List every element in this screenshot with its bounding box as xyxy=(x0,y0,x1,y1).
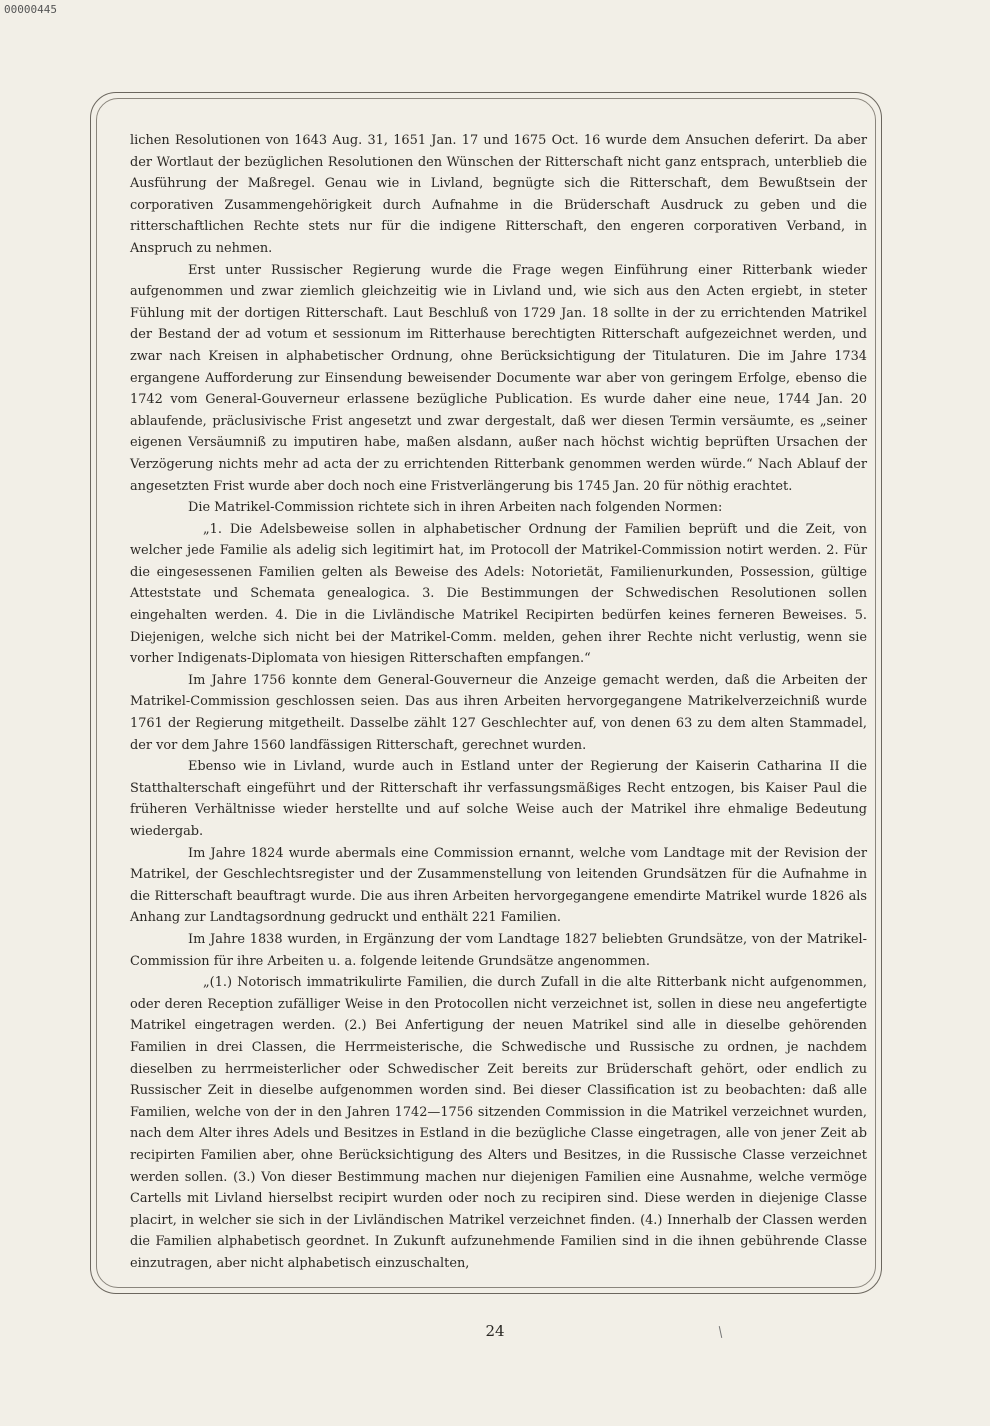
scan-id: 00000445 xyxy=(4,3,57,16)
paragraph: Ebenso wie in Livland, wurde auch in Estland unter der Regierung der Kaiserin Catharina II die Statthalterschaft eingeführt und der Ritterschaft ihr verfassungsmäßiges Recht entzogen, bis Kaiser Paul die früheren Verhältnisse wieder herstellte und auf solche Weise auch der Matrikel ihre ehmalige Bedeutung wiedergab. xyxy=(130,759,867,839)
paragraph: Im Jahre 1838 wurden, in Ergänzung der vom Landtage 1827 beliebten Grundsätze, von der Matrikel-Commission für ihre Arbeiten u. a. folgende leitende Grundsätze angenommen. xyxy=(130,931,867,969)
page-number: 24 xyxy=(485,1322,505,1340)
paragraph: lichen Resolutionen von 1643 Aug. 31, 1651 Jan. 17 und 1675 Oct. 16 wurde dem Ansuchen deferirt. Da aber der Wortlaut der bezüglichen Resolutionen den Wünschen der Ritterschaft nicht ganz entsprach, unterblieb die Ausführung der Maßregel. Genau wie in Livland, begnügte sich die Ritterschaft, dem Bewußtsein der corporativen Zusammengehörigkeit durch Aufnahme in die Brüderschaft Ausdruck zu geben und die ritterschaftlichen Rechte stets nur für die indigene Ritterschaft, den engeren corporativen Verband, in Anspruch zu nehmen. xyxy=(130,133,867,256)
paragraph: Die Matrikel-Commission richtete sich in ihren Arbeiten nach folgenden Normen: xyxy=(188,500,723,516)
body-text xyxy=(130,130,867,1274)
quoted-principles: „(1.) Notorisch immatrikulirte Familien, die durch Zufall in die alte Ritterbank nicht aufgenommen, oder deren Reception zufälliger Weise in den Protocollen nicht verzeichnet ist, sollen in diese neu angefertigte Matrikel eingetragen werden. (2.) Bei Anfertigung der neuen Matrikel sind alle in dieselbe gehörenden Familien in drei Classen, die Herrmeisterische, die Schwedische und Russische zu ordnen, je nachdem dieselben zu herrmeisterlicher oder Schwedischer Zeit bereits zur Brüderschaft gehört, oder endlich zu Russischer Zeit in dieselbe aufgenommen worden sind. Bei dieser Classification ist zu beobachten: daß alle Familien, welche von der in den Jahren 1742—1756 sitzenden Commission in die Matrikel verzeichnet wurden, nach dem Alter ihres Adels und Besitzes in Estland in die bezügliche Classe eingetragen, alle von jener Zeit ab recipirten Familien aber, ohne Berücksichtigung des Alters und Besitzes, in die Russische Classe verzeichnet werden sollen. (3.) Von dieser Bestimmung machen nur diejenigen Familien eine Ausnahme, welche vermöge Cartells mit Livland hierselbst recipirt wurden oder noch zu recipiren sind. Diese werden in diejenige Classe placirt, in welcher sie sich in der Livländischen Matrikel verzeichnet finden. (4.) Innerhalb der Classen werden die Familien alphabetisch geordnet. In Zukunft aufzunehmende Familien sind in die ihnen gebührende Classe einzutragen, aber nicht alphabetisch einzuschalten, xyxy=(130,975,867,1271)
paragraph: Erst unter Russischer Regierung wurde die Frage wegen Einführung einer Ritterbank wieder aufgenommen und zwar ziemlich gleichzeitig wie in Livland und, wie sich aus den Acten ergiebt, in steter Fühlung mit der dortigen Ritterschaft. Laut Beschluß von 1729 Jan. 18 sollte in der zu errichtenden Matrikel der Bestand der ad votum et sessionum im Ritterhause berechtigten Ritterschaft aufgezeichnet werden, und zwar nach Kreisen in alphabetischer Ordnung, ohne Berücksichtigung der Titulaturen. Die im Jahre 1734 ergangene Aufforderung zur Einsendung beweisender Documente war aber von geringem Erfolge, ebenso die 1742 vom General-Gouverneur erlassene bezügliche Publication. Es wurde daher eine neue, 1744 Jan. 20 ablaufende, präclusivische Frist angesetzt und zwar dergestalt, daß wer diesen Termin versäumte, es „seiner eigenen Versäumniß zu imputiren habe, maßen alsdann, außer nach höchst wichtig beprüften Ursachen der Verzögerung nichts mehr ad acta der zu errichtenden Ritterbank genommen werden würde.“ Nach Ablauf der angesetzten Frist wurde aber doch noch eine Fristverlängerung bis 1745 Jan. 20 für nöthig erachtet. xyxy=(130,262,867,494)
paragraph: Im Jahre 1756 konnte dem General-Gouverneur die Anzeige gemacht werden, daß die Arbeiten der Matrikel-Commission geschlossen seien. Das aus ihren Arbeiten hervorgegangene Matrikelverzeichniß wurde 1761 der Regierung mitgetheilt. Dasselbe zählt 127 Geschlechter auf, von denen 63 zu dem alten Stammadel, der vor dem Jahre 1560 landfässigen Ritterschaft, gerechnet wurden. xyxy=(130,672,867,753)
quoted-norms: „1. Die Adelsbeweise sollen in alphabetischer Ordnung der Familien beprüft und die Zeit, von welcher jede Familie als adelig sich legitimirt hat, im Protocoll der Matrikel-Commission notirt werden. 2. Für die eingesessenen Familien gelten als Beweise des Adels: Notorietät, Familienurkunden, Possession, gültige Atteststate und Schemata genealogica. 3. Die Bestimmungen der Schwedischen Resolutionen sollen eingehalten werden. 4. Die in die Livländische Matrikel Recipirten bedürfen keines ferneren Beweises. 5. Diejenigen, welche sich nicht bei der Matrikel-Comm. melden, gehen ihrer Rechte nicht verlustig, wenn sie vorher Indigenats-Diplomata von hiesigen Ritterschaften empfangen.“ xyxy=(130,521,867,667)
paragraph: Im Jahre 1824 wurde abermals eine Commission ernannt, welche vom Landtage mit der Revision der Matrikel, der Geschlechtsregister und der Zusammenstellung von leitenden Grundsätzen für die Aufnahme in die Ritterschaft beauftragt wurde. Die aus ihren Arbeiten hervorgegangene emendirte Matrikel wurde 1826 als Anhang zur Landtagsordnung gedruckt und enthält 221 Familien. xyxy=(130,845,867,926)
